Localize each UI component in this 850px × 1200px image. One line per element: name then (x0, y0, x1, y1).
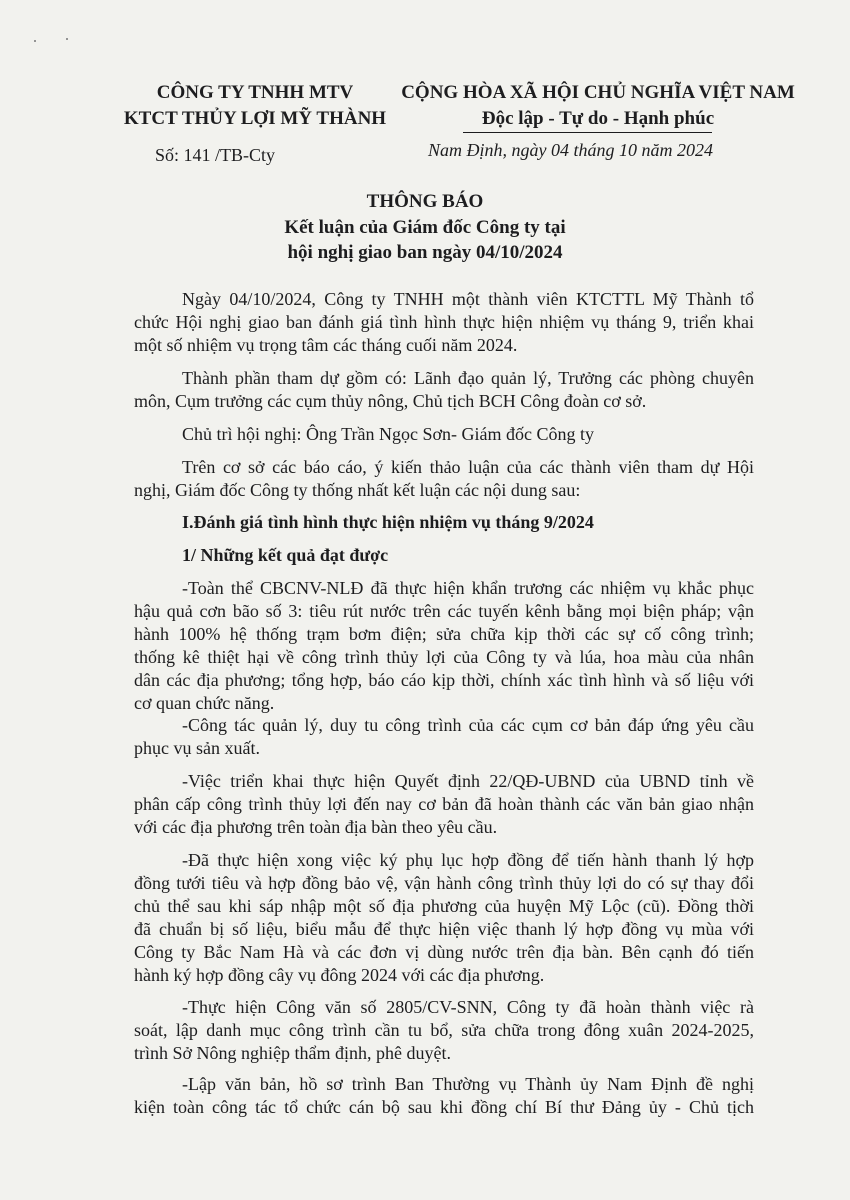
text-line: -Lập văn bản, hồ sơ trình Ban Thường vụ Thành ủy Nam Định đề nghị (182, 1074, 754, 1094)
text-line: Thành phần tham dự gồm có: Lãnh đạo quản lý, Trưởng các phòng chuyên (182, 368, 754, 388)
text-line: hậu quả cơn bão số 3: tiêu rút nước trên các tuyến kênh bằng mọi biện pháp; vận (134, 601, 754, 621)
organization-subname: KTCT THỦY LỢI MỸ THÀNH (123, 108, 387, 129)
document-title: THÔNG BÁO (366, 191, 484, 212)
text-line: đồng tưới tiêu và hợp đồng bảo vệ, vận hành công trình thủy lợi do có sự thay đổi (134, 873, 754, 893)
text-line: Công ty Bắc Nam Hà và các đơn vị dùng nước trên địa bàn. Bên cạnh đó tiến (134, 942, 754, 962)
scan-speck (34, 40, 36, 42)
text-line: đã chuẩn bị số liệu, biểu mẫu để thực hiện việc thanh lý hợp đồng vụ mùa với (134, 919, 754, 939)
bullet-maintenance (134, 714, 754, 760)
text-line: phân cấp công trình thủy lợi đến nay cơ bản đã hoàn thành các văn bản giao nhận (134, 794, 754, 814)
text-line: chủ thể sau khi sáp nhập một số địa phương của huyện Mỹ Lộc (cũ). Đồng thời (134, 896, 754, 916)
text-line: môn, Cụm trưởng các cụm thủy nông, Chủ tịch BCH Công đoàn cơ sở. (134, 391, 647, 411)
text-line: nghị, Giám đốc Công ty thống nhất kết luận các nội dung sau: (134, 480, 581, 500)
text-line: kiện toàn công tác tổ chức cán bộ sau khi đồng chí Bí thư Đảng ủy - Chủ tịch (134, 1097, 754, 1117)
scan-speck (66, 38, 68, 40)
text-line: hành 100% hệ thống trạm bơm điện; sửa chữa kịp thời các sự cố công trình; (134, 624, 754, 644)
text-line: -Đã thực hiện xong việc ký phụ lục hợp đồng để tiến hành thanh lý hợp (182, 850, 754, 870)
paragraph-attendees (134, 367, 754, 413)
text-line: dân các địa phương; tổng hợp, báo cáo kịp thời, chính xác tình hình và số liệu với (134, 670, 754, 690)
document-subtitle-line2: hội nghị giao ban ngày 04/10/2024 (287, 242, 563, 263)
text-line: soát, lập danh mục công trình cần tu bổ, sửa chữa trong đông xuân 2024-2025, (134, 1020, 754, 1040)
document-number: Số: 141 /TB-Cty (155, 145, 276, 165)
bullet-storm-recovery (134, 577, 754, 715)
subsection-heading: 1/ Những kết quả đạt được (182, 545, 389, 565)
text-line: -Toàn thể CBCNV-NLĐ đã thực hiện khẩn trương các nhiệm vụ khắc phục (182, 578, 754, 598)
text-line: cơ quan chức năng. (134, 693, 275, 713)
section-heading: I.Đánh giá tình hình thực hiện nhiệm vụ tháng 9/2024 (182, 512, 594, 532)
paragraph-intro (134, 288, 754, 357)
text-line: hành ký hợp đồng cây vụ đông 2024 với các địa phương. (134, 965, 545, 985)
text-line: trình Sở Nông nghiệp thẩm định, phê duyệt. (134, 1043, 451, 1063)
text-line: một số nhiệm vụ trọng tâm các tháng cuối năm 2024. (134, 335, 518, 355)
text-line: phục vụ sản xuất. (134, 738, 260, 758)
date-line: Nam Định, ngày 04 tháng 10 năm 2024 (428, 140, 713, 160)
national-title: CỘNG HÒA XÃ HỘI CHỦ NGHĨA VIỆT NAM (401, 82, 795, 103)
text-line: Chủ trì hội nghị: Ông Trần Ngọc Sơn- Giám đốc Công ty (182, 424, 595, 444)
text-line: -Công tác quản lý, duy tu công trình của các cụm cơ bản đáp ứng yêu cầu (182, 715, 754, 735)
paragraph-chair (134, 423, 754, 446)
paragraph-conclusion-intro (134, 456, 754, 502)
text-line: với các địa phương trên toàn địa bàn theo yêu cầu. (134, 817, 498, 837)
bullet-contracts (134, 849, 754, 987)
document-subtitle-line1: Kết luận của Giám đốc Công ty tại (284, 217, 566, 238)
national-motto: Độc lập - Tự do - Hạnh phúc (481, 108, 715, 129)
text-line: Trên cơ sở các báo cáo, ý kiến thảo luận của các thành viên tham dự Hội (182, 457, 754, 477)
motto-underline (463, 132, 712, 133)
text-line: -Việc triển khai thực hiện Quyết định 22/QĐ-UBND của UBND tỉnh về (182, 771, 754, 791)
bullet-official-letter (134, 996, 754, 1065)
text-line: chức Hội nghị giao ban đánh giá tình hình thực hiện nhiệm vụ tháng 9, triển khai (134, 312, 754, 332)
bullet-decision-22 (134, 770, 754, 839)
text-line: Ngày 04/10/2024, Công ty TNHH một thành viên KTCTTL Mỹ Thành tổ (182, 289, 754, 309)
text-line: thống kê thiệt hại về công trình thủy lợi của Công ty và lúa, hoa màu của nhân (134, 647, 754, 667)
bullet-personnel (134, 1073, 754, 1119)
text-line: -Thực hiện Công văn số 2805/CV-SNN, Công ty đã hoàn thành việc rà (182, 997, 754, 1017)
organization-name: CÔNG TY TNHH MTV (156, 82, 354, 103)
